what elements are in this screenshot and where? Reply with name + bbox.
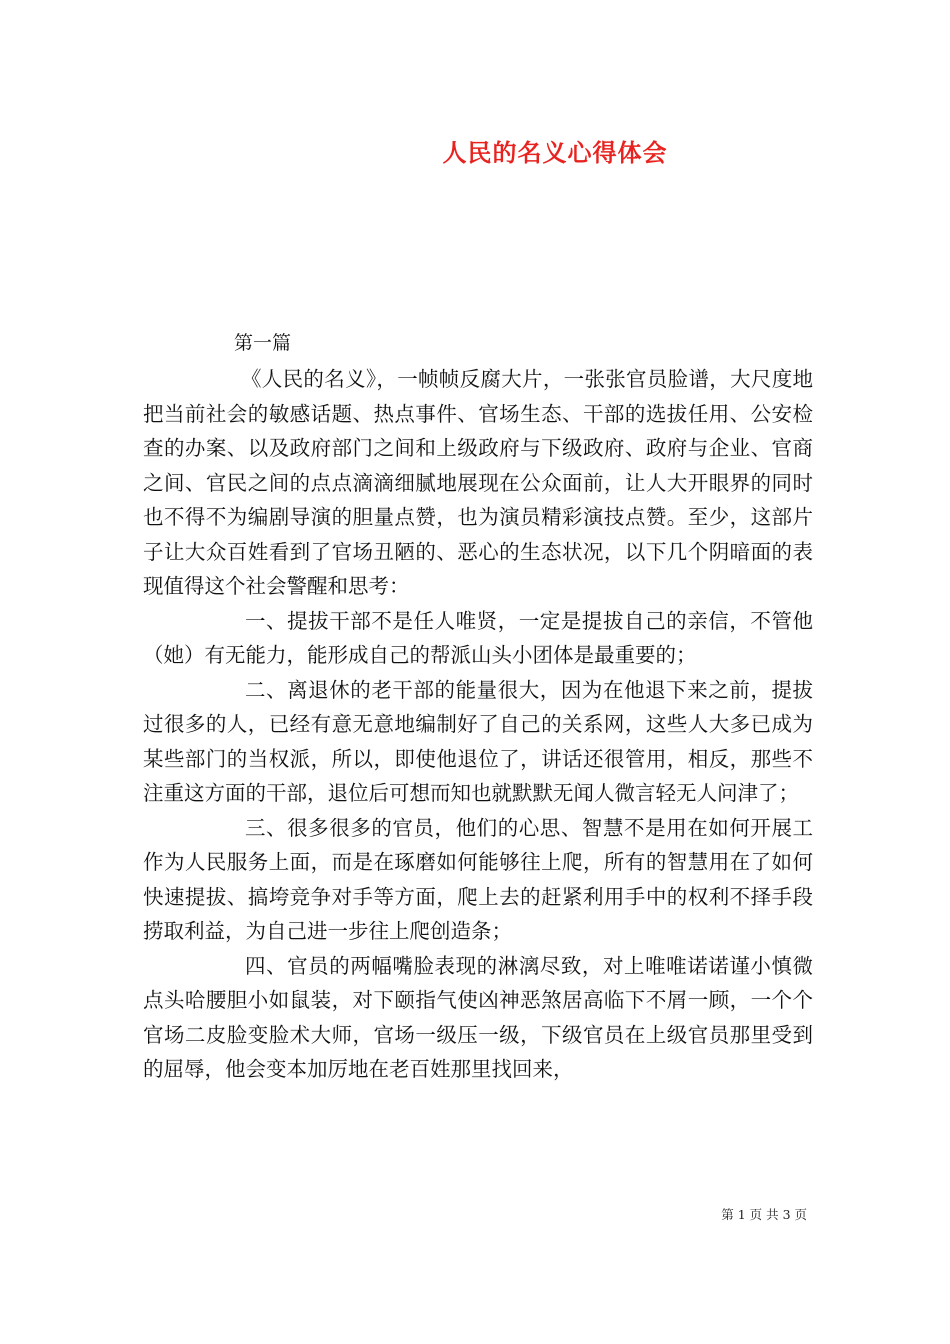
document-title: 人民的名义心得体会 [442, 138, 668, 167]
section-label: 第一篇 [234, 332, 292, 354]
paragraph-point-2: 二、离退休的老干部的能量很大，因为在他退下来之前，提拔过很多的人，已经有意无意地编制好了自己的关系网，这些人大多已成为某些部门的当权派，所以，即使他退位了，讲话还很管用，相反，那些不注重这方面的干部，退位后可想而知也就默默无闻人微言轻无人问津了； [143, 677, 813, 805]
page-footer: 第 1 页 共 3 页 [721, 1207, 807, 1222]
paragraph-point-4: 四、官员的两幅嘴脸表现的淋漓尽致，对上唯唯诺诺谨小慎微点头哈腰胆小如鼠装，对下颐指气使凶神恶煞居高临下不屑一顾，一个个官场二皮脸变脸术大师，官场一级压一级，下级官员在上级官员那里受到的屈辱，他会变本加厉地在老百姓那里找回来， [143, 953, 813, 1081]
document-body [143, 362, 813, 1087]
paragraph-point-1: 一、提拔干部不是任人唯贤，一定是提拔自己的亲信，不管他（她）有无能力，能形成自己的帮派山头小团体是最重要的； [143, 608, 813, 667]
paragraph-point-3: 三、很多很多的官员，他们的心思、智慧不是用在如何开展工作为人民服务上面，而是在琢磨如何能够往上爬，所有的智慧用在了如何快速提拔、搞垮竞争对手等方面，爬上去的赶紧利用手中的权利不择手段捞取利益，为自己进一步往上爬创造条； [143, 815, 813, 943]
paragraph-intro: 《人民的名义》，一帧帧反腐大片，一张张官员脸谱，大尺度地把当前社会的敏感话题、热点事件、官场生态、干部的选拔任用、公安检查的办案、以及政府部门之间和上级政府与下级政府、政府与企业、官商之间、官民之间的点点滴滴细腻地展现在公众面前，让人大开眼界的同时也不得不为编剧导演的胆量点赞，也为演员精彩演技点赞。至少，这部片子让大众百姓看到了官场丑陋的、恶心的生态状况，以下几个阴暗面的表现值得这个社会警醒和思考： [143, 367, 813, 598]
